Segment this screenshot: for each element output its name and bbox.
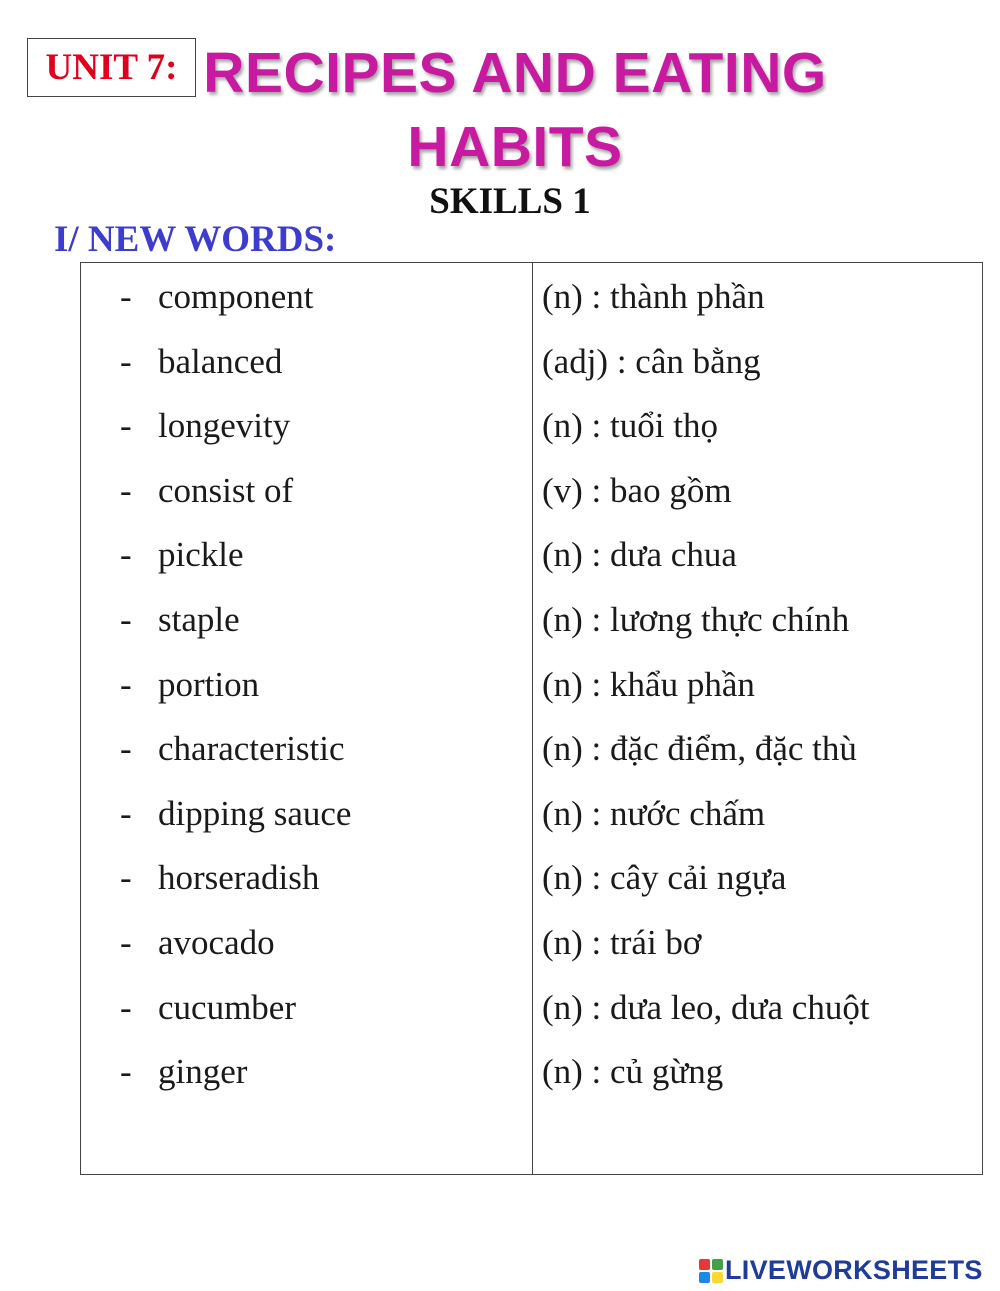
vocab-meaning: (n) : cây cải ngựa [542, 858, 787, 898]
dash-bullet: - [120, 406, 132, 446]
dash-bullet: - [120, 599, 132, 639]
vocab-meaning: (n) : trái bơ [542, 922, 702, 962]
title-line-1: RECIPES AND EATING [203, 41, 827, 105]
brand-name: LIVEWORKSHEETS [725, 1255, 983, 1285]
meanings-column [533, 263, 982, 1174]
vocab-word-row [81, 793, 532, 858]
vocab-word: staple [158, 599, 240, 639]
logo-square [699, 1272, 710, 1283]
vocab-word: balanced [158, 341, 283, 381]
vocab-word: portion [158, 664, 260, 704]
dash-bullet: - [120, 535, 132, 575]
vocab-meaning: (n) : củ gừng [542, 1052, 724, 1092]
page-title [160, 36, 870, 184]
vocab-word-row [81, 599, 532, 664]
brand-footer [699, 1255, 983, 1286]
vocab-meaning: (n) : dưa leo, dưa chuột [542, 987, 870, 1027]
logo-square [712, 1259, 723, 1270]
vocab-meaning: (n) : thành phần [542, 277, 765, 316]
dash-bullet: - [120, 341, 132, 381]
vocab-word-row [81, 405, 532, 470]
unit-label: UNIT 7: [27, 38, 196, 97]
vocab-meaning: (n) : khẩu phần [542, 664, 755, 704]
vocab-word: consist of [158, 470, 294, 510]
vocab-word-row [81, 728, 532, 793]
dash-bullet: - [120, 793, 132, 833]
vocab-meaning: (n) : nước chấm [542, 793, 766, 833]
vocab-word: avocado [158, 922, 275, 962]
vocab-word: dipping sauce [158, 793, 352, 833]
words-column [81, 263, 533, 1174]
dash-bullet: - [120, 922, 132, 962]
vocab-meaning: (n) : tuổi thọ [542, 406, 718, 446]
liveworksheets-logo-icon [699, 1259, 723, 1283]
dash-bullet: - [120, 470, 132, 510]
vocab-word: component [158, 277, 314, 316]
vocab-word-row [81, 276, 532, 341]
vocab-word-row [81, 341, 532, 406]
vocab-word-row [81, 987, 532, 1052]
vocab-word-row [81, 857, 532, 922]
dash-bullet: - [120, 277, 132, 316]
dash-bullet: - [120, 664, 132, 704]
vocab-word-row [81, 470, 532, 535]
vocab-word: horseradish [158, 858, 320, 898]
vocab-word: pickle [158, 535, 244, 575]
vocab-word-row [81, 922, 532, 987]
dash-bullet: - [120, 858, 132, 898]
vocab-word-row [81, 534, 532, 599]
vocab-word-row [81, 1051, 532, 1116]
logo-square [699, 1259, 710, 1270]
vocab-word: ginger [158, 1052, 248, 1092]
vocab-word: characteristic [158, 729, 345, 769]
section-heading: I/ NEW WORDS: [54, 219, 337, 260]
title-line-2: HABITS [407, 115, 623, 179]
dash-bullet: - [120, 729, 132, 769]
vocab-word: longevity [158, 406, 291, 446]
vocab-word: cucumber [158, 987, 296, 1027]
vocab-meaning: (v) : bao gồm [542, 470, 732, 510]
vocab-word-row [81, 664, 532, 729]
dash-bullet: - [120, 987, 132, 1027]
vocabulary-table [80, 262, 983, 1175]
logo-square [712, 1272, 723, 1283]
dash-bullet: - [120, 1052, 132, 1092]
vocab-meaning: (n) : lương thực chính [542, 599, 850, 639]
page-subtitle: SKILLS 1 [429, 181, 591, 222]
vocab-meaning: (n) : đặc điểm, đặc thù [542, 729, 857, 769]
vocab-meaning: (n) : dưa chua [542, 535, 737, 575]
vocab-meaning: (adj) : cân bằng [542, 341, 761, 381]
